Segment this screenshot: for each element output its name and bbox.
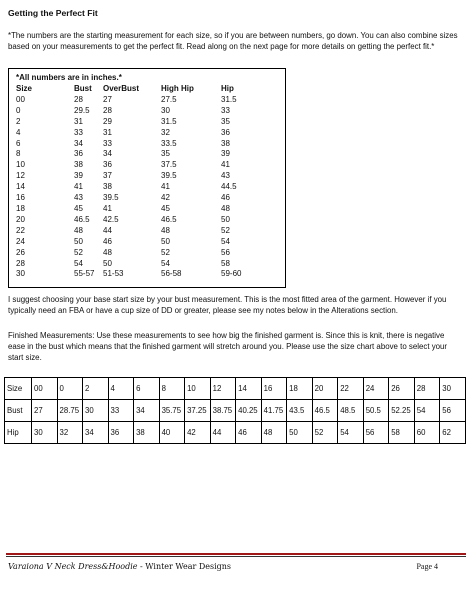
- table-cell: 52: [161, 247, 170, 257]
- table-cell: 39: [74, 171, 83, 181]
- table-cell: 46: [103, 236, 112, 246]
- table-cell: 28: [74, 94, 83, 104]
- table-cell: 18: [287, 378, 313, 400]
- table-cell: 31.5: [161, 116, 177, 126]
- table-cell: 6: [16, 138, 21, 148]
- intro-paragraph: *The numbers are the starting measurement for each size, so if you are between numbers, go down. You can also combine sizes based on your measurements to get the perfect fit. Read along on the next page for more details on getting the perfect fit.*: [8, 31, 458, 51]
- table-cell: 46: [236, 422, 262, 444]
- table-cell: 38: [134, 422, 160, 444]
- table-cell: 33: [74, 127, 83, 137]
- table-cell: 55-57: [74, 269, 95, 279]
- table-cell: 48.5: [338, 400, 364, 422]
- page-title: Getting the Perfect Fit: [8, 8, 98, 18]
- table-cell: 00: [16, 94, 25, 104]
- table-cell: 54: [74, 258, 83, 268]
- table-cell: 16: [16, 193, 25, 203]
- table-cell: 58: [221, 258, 230, 268]
- table-cell: 12: [16, 171, 25, 181]
- start-size-table: [16, 84, 266, 280]
- table-cell: 52: [312, 422, 338, 444]
- table-cell: 50: [161, 236, 170, 246]
- table-cell: 54: [161, 258, 170, 268]
- column-header: High Hip: [161, 84, 194, 93]
- footer-rule-thin: [6, 556, 466, 557]
- table-cell: 22: [16, 225, 25, 235]
- table-row: [5, 378, 466, 400]
- table-cell: 41: [221, 160, 230, 170]
- table-cell: 30: [32, 422, 58, 444]
- table-cell: 50: [74, 236, 83, 246]
- table-cell: 41: [103, 203, 112, 213]
- table-cell: 10: [185, 378, 211, 400]
- column-header: Bust: [74, 84, 92, 93]
- table-row: [16, 269, 266, 280]
- page-number: Page 4: [416, 562, 438, 571]
- column-header: Hip: [221, 84, 234, 93]
- footer-title: [8, 562, 231, 571]
- table-cell: 27: [103, 94, 112, 104]
- table-cell: 37.5: [161, 160, 177, 170]
- table-cell: 0: [57, 378, 83, 400]
- table-cell: 29.5: [74, 105, 90, 115]
- table-cell: 34: [134, 400, 160, 422]
- table-cell: 31.5: [221, 94, 237, 104]
- table-cell: 38.75: [210, 400, 236, 422]
- table-cell: 44: [103, 225, 112, 235]
- start-size-chart: [8, 68, 286, 288]
- table-row: [16, 248, 266, 259]
- table-cell: 32: [57, 422, 83, 444]
- table-row: [16, 204, 266, 215]
- table-cell: 30: [161, 105, 170, 115]
- table-row: [16, 139, 266, 150]
- table-row: [16, 128, 266, 139]
- table-row: [16, 160, 266, 171]
- table-cell: 60: [414, 422, 440, 444]
- row-label: Bust: [5, 400, 32, 422]
- table-cell: 54: [221, 236, 230, 246]
- table-cell: 18: [16, 203, 25, 213]
- table-cell: 24: [363, 378, 389, 400]
- table-cell: 35: [161, 149, 170, 159]
- table-cell: 27.5: [161, 94, 177, 104]
- table-cell: 50.5: [363, 400, 389, 422]
- start-size-rows: [16, 95, 266, 280]
- table-row: [16, 95, 266, 106]
- table-cell: 46.5: [312, 400, 338, 422]
- table-cell: 38: [74, 160, 83, 170]
- table-cell: 36: [108, 422, 134, 444]
- table-cell: 46.5: [74, 214, 90, 224]
- table-cell: 32: [161, 127, 170, 137]
- table-row: [16, 215, 266, 226]
- table-row: [16, 193, 266, 204]
- table-cell: 48: [161, 225, 170, 235]
- table-cell: 14: [236, 378, 262, 400]
- table-cell: 38: [103, 182, 112, 192]
- table-cell: 39: [221, 149, 230, 159]
- table-cell: 36: [221, 127, 230, 137]
- table-cell: 42: [185, 422, 211, 444]
- table-cell: 37.25: [185, 400, 211, 422]
- table-cell: 54: [414, 400, 440, 422]
- finished-rows: [5, 378, 466, 444]
- table-cell: 26: [16, 247, 25, 257]
- table-cell: 48: [74, 225, 83, 235]
- table-cell: 48: [261, 422, 287, 444]
- table-cell: 8: [16, 149, 21, 159]
- table-cell: 43.5: [287, 400, 313, 422]
- table-cell: 56: [440, 400, 466, 422]
- table-row: [16, 106, 266, 117]
- pattern-name: Varaiona V Neck Dress&Hoodie: [8, 562, 138, 571]
- table-cell: 0: [16, 105, 21, 115]
- table-cell: 45: [74, 203, 83, 213]
- table-row: [16, 237, 266, 248]
- table-cell: 24: [16, 236, 25, 246]
- units-note: *All numbers are in inches.*: [16, 73, 122, 82]
- table-cell: 59-60: [221, 269, 242, 279]
- table-cell: 46: [221, 193, 230, 203]
- table-cell: 30: [83, 400, 109, 422]
- brand-name: Winter Wear Designs: [145, 562, 232, 571]
- table-cell: 26: [389, 378, 415, 400]
- footer-separator: -: [137, 562, 146, 571]
- table-cell: 46.5: [161, 214, 177, 224]
- table-cell: 58: [389, 422, 415, 444]
- table-cell: 41: [74, 182, 83, 192]
- column-header: OverBust: [103, 84, 140, 93]
- footer-rule: [6, 553, 466, 555]
- table-cell: 30: [440, 378, 466, 400]
- table-cell: 2: [16, 116, 21, 126]
- table-cell: 34: [74, 138, 83, 148]
- table-cell: 4: [108, 378, 134, 400]
- table-row: [16, 149, 266, 160]
- table-cell: 41.75: [261, 400, 287, 422]
- suggestion-paragraph: I suggest choosing your base start size by your bust measurement. This is the most fitted area of the garment. However if you typically need an FBA or have a cup size of DD or greater, please see my notes below in the Alterations section.: [8, 295, 447, 315]
- table-cell: 10: [16, 160, 25, 170]
- table-cell: 29: [103, 116, 112, 126]
- table-cell: 33.5: [161, 138, 177, 148]
- table-cell: 30: [16, 269, 25, 279]
- table-cell: 31: [103, 127, 112, 137]
- table-cell: 62: [440, 422, 466, 444]
- table-cell: 34: [103, 149, 112, 159]
- table-cell: 28.75: [57, 400, 83, 422]
- table-cell: 45: [161, 203, 170, 213]
- table-cell: 52: [221, 225, 230, 235]
- table-cell: 56-58: [161, 269, 182, 279]
- table-cell: 56: [363, 422, 389, 444]
- table-cell: 28: [414, 378, 440, 400]
- row-label: Size: [5, 378, 32, 400]
- table-cell: 33: [221, 105, 230, 115]
- table-cell: 35.75: [159, 400, 185, 422]
- table-row: [16, 182, 266, 193]
- table-cell: 33: [103, 138, 112, 148]
- table-cell: 20: [16, 214, 25, 224]
- table-cell: 42.5: [103, 214, 119, 224]
- table-cell: 33: [108, 400, 134, 422]
- table-cell: 28: [103, 105, 112, 115]
- table-cell: 52.25: [389, 400, 415, 422]
- table-cell: 50: [221, 214, 230, 224]
- table-row: [16, 117, 266, 128]
- column-header: Size: [16, 84, 33, 93]
- table-cell: 00: [32, 378, 58, 400]
- finished-measurements-paragraph: Finished Measurements: Use these measurements to see how big the finished garment is. Since this is knit, there is negative ease in the bust which means that the finished garment will stretch around you. Please use the size chart above to select your start size.: [8, 331, 448, 362]
- table-cell: 48: [103, 247, 112, 257]
- table-header-row: [16, 84, 266, 95]
- table-cell: 48: [221, 203, 230, 213]
- table-cell: 16: [261, 378, 287, 400]
- table-cell: 31: [74, 116, 83, 126]
- table-cell: 27: [32, 400, 58, 422]
- table-cell: 20: [312, 378, 338, 400]
- table-cell: 56: [221, 247, 230, 257]
- table-cell: 39.5: [161, 171, 177, 181]
- table-row: [16, 226, 266, 237]
- table-row: [16, 171, 266, 182]
- table-row: [5, 422, 466, 444]
- table-cell: 40.25: [236, 400, 262, 422]
- table-cell: 6: [134, 378, 160, 400]
- table-cell: 12: [210, 378, 236, 400]
- table-cell: 44.5: [221, 182, 237, 192]
- table-cell: 8: [159, 378, 185, 400]
- table-cell: 51-53: [103, 269, 124, 279]
- table-cell: 50: [103, 258, 112, 268]
- table-row: [16, 259, 266, 270]
- table-cell: 2: [83, 378, 109, 400]
- table-cell: 34: [83, 422, 109, 444]
- table-cell: 43: [221, 171, 230, 181]
- table-cell: 14: [16, 182, 25, 192]
- table-cell: 44: [210, 422, 236, 444]
- table-cell: 40: [159, 422, 185, 444]
- table-cell: 36: [74, 149, 83, 159]
- finished-measurements-table: [4, 377, 466, 444]
- table-cell: 22: [338, 378, 364, 400]
- table-cell: 39.5: [103, 193, 119, 203]
- table-cell: 38: [221, 138, 230, 148]
- table-cell: 35: [221, 116, 230, 126]
- table-cell: 37: [103, 171, 112, 181]
- table-cell: 28: [16, 258, 25, 268]
- table-cell: 54: [338, 422, 364, 444]
- row-label: Hip: [5, 422, 32, 444]
- table-cell: 43: [74, 193, 83, 203]
- table-cell: 50: [287, 422, 313, 444]
- table-row: [5, 400, 466, 422]
- table-cell: 4: [16, 127, 21, 137]
- table-cell: 52: [74, 247, 83, 257]
- table-cell: 36: [103, 160, 112, 170]
- table-cell: 42: [161, 193, 170, 203]
- table-cell: 41: [161, 182, 170, 192]
